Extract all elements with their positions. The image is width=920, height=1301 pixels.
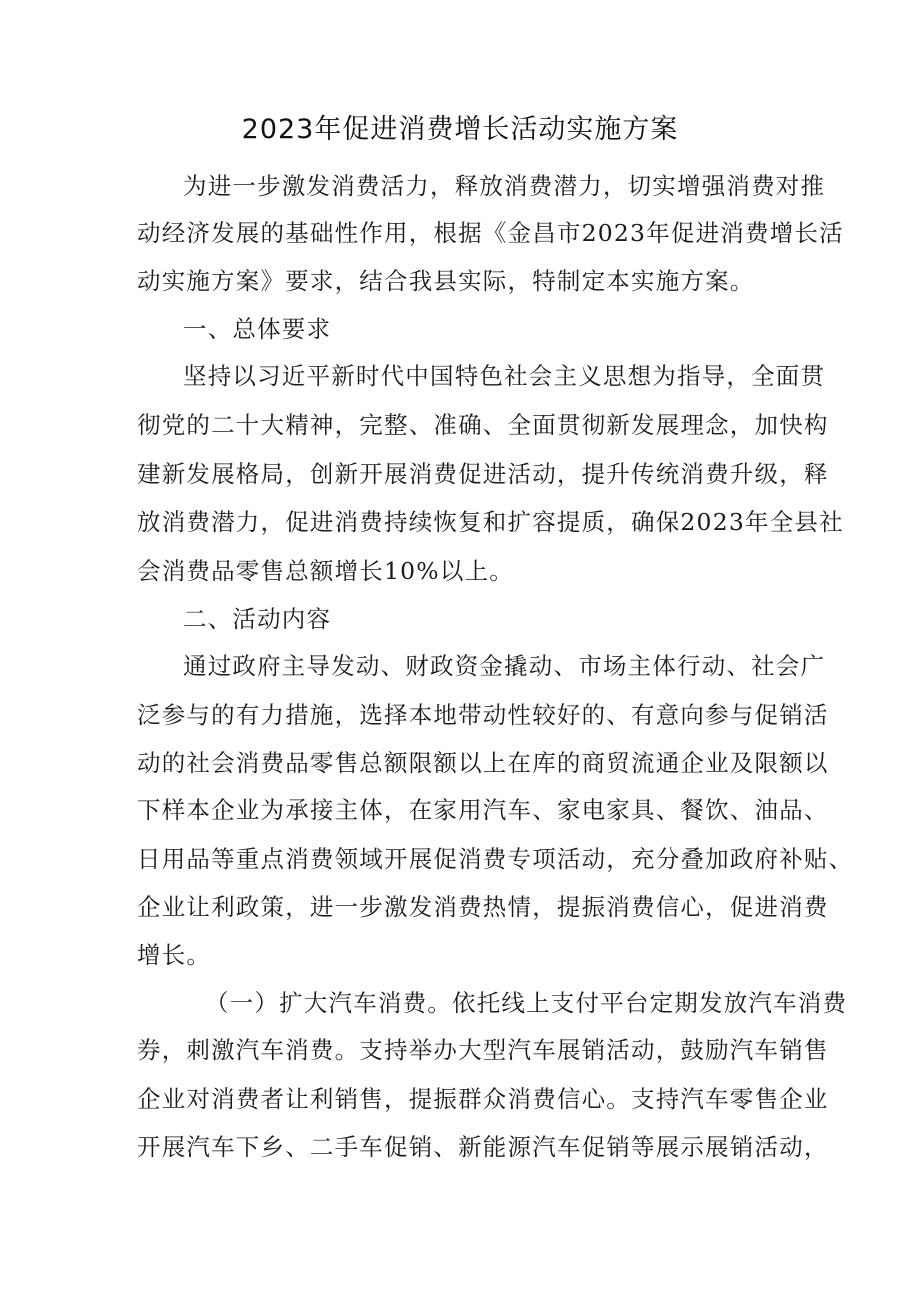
- paragraph-line: 企业让利政策，进一步激发消费热情，提振消费信心，促进消费: [137, 893, 829, 921]
- paragraph-line: 泛参与的有力措施，选择本地带动性较好的、有意向参与促销活: [137, 701, 829, 729]
- section-heading: 一、总体要求: [183, 315, 332, 343]
- paragraph-line: 增长。: [137, 941, 212, 969]
- paragraph-line: 彻党的二十大精神，完整、准确、全面贯彻新发展理念，加快构: [137, 411, 829, 439]
- paragraph-line: 动实施方案》要求，结合我县实际，特制定本实施方案。: [137, 267, 755, 295]
- section-heading: 二、活动内容: [183, 605, 332, 633]
- paragraph-line: 下样本企业为承接主体，在家用汽车、家电家具、餐饮、油品、: [137, 796, 829, 824]
- paragraph-line: 通过政府主导发动、财政资金撬动、市场主体行动、社会广: [183, 652, 826, 680]
- paragraph-line: 动的社会消费品零售总额限额以上在库的商贸流通企业及限额以: [137, 749, 829, 777]
- paragraph-line: 企业对消费者让利销售，提振群众消费信心。支持汽车零售企业: [137, 1085, 829, 1113]
- paragraph-line: 开展汽车下乡、二手车促销、新能源汽车促销等展示展销活动，: [137, 1133, 829, 1161]
- subsection-line: （一）扩大汽车消费。依托线上支付平台定期发放汽车消费: [205, 989, 848, 1017]
- paragraph-line: 动经济发展的基础性作用，根据《金昌市2023年促进消费增长活: [137, 219, 844, 247]
- paragraph-line: 放消费潜力，促进消费持续恢复和扩容提质，确保2023年全县社: [137, 508, 844, 536]
- paragraph-line: 会消费品零售总额增长10%以上。: [137, 557, 514, 585]
- paragraph-line: 券，刺激汽车消费。支持举办大型汽车展销活动，鼓励汽车销售: [137, 1036, 829, 1064]
- paragraph-line: 为进一步激发消费活力，释放消费潜力，切实增强消费对推: [183, 172, 826, 200]
- document-title: 2023年促进消费增长活动实施方案: [241, 114, 679, 145]
- paragraph-line: 建新发展格局，创新开展消费促进活动，提升传统消费升级，释: [137, 460, 829, 488]
- paragraph-line: 日用品等重点消费领域开展促消费专项活动，充分叠加政府补贴、: [137, 845, 854, 873]
- paragraph-line: 坚持以习近平新时代中国特色社会主义思想为指导，全面贯: [183, 362, 826, 390]
